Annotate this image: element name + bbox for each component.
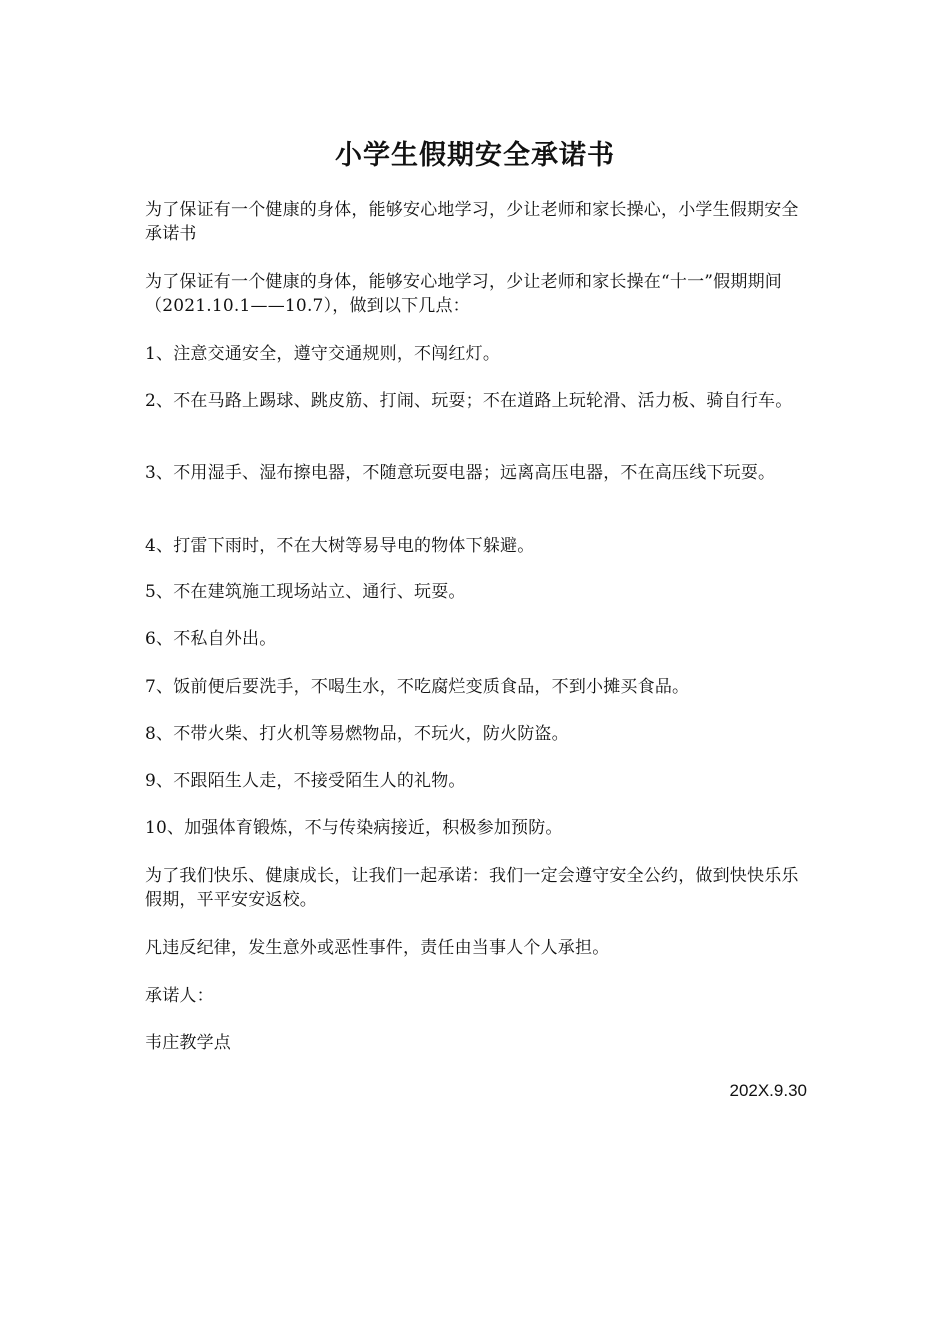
rule-item-2: 2、不在马路上踢球、跳皮筋、打闹、玩耍；不在道路上玩轮滑、活力板、骑自行车。 — [145, 391, 793, 411]
pledge-paragraph: 为了我们快乐、健康成长，让我们一起承诺：我们一定会遵守安全公约，做到快快乐乐假期，平平安安返校。 — [145, 866, 799, 910]
rule-item-7: 7、饭前便后要洗手，不喝生水，不吃腐烂变质食品，不到小摊买食品。 — [145, 677, 690, 697]
pledger-label: 承诺人： — [145, 986, 214, 1006]
document-date: 202X.9.30 — [729, 1081, 807, 1100]
rule-item-3: 3、不用湿手、湿布擦电器，不随意玩耍电器；远离高压电器，不在高压线下玩耍。 — [145, 463, 776, 483]
rule-item-6: 6、不私自外出。 — [145, 629, 277, 649]
responsibility-paragraph: 凡违反纪律，发生意外或恶性事件，责任由当事人个人承担。 — [145, 938, 610, 958]
rule-item-10: 10、加强体育锻炼，不与传染病接近，积极参加预防。 — [145, 818, 563, 838]
rule-item-8: 8、不带火柴、打火机等易燃物品，不玩火，防火防盗。 — [145, 724, 569, 744]
document-title: 小学生假期安全承诺书 — [335, 140, 615, 171]
holiday-paragraph: 为了保证有一个健康的身体，能够安心地学习，少让老师和家长操在“十一”假期期间（2021.10.1——10.7），做到以下几点： — [145, 272, 782, 316]
rule-item-5: 5、不在建筑施工现场站立、通行、玩耍。 — [145, 582, 466, 602]
rule-item-4: 4、打雷下雨时，不在大树等易导电的物体下躲避。 — [145, 536, 535, 556]
rule-item-1: 1、注意交通安全，遵守交通规则，不闯红灯。 — [145, 344, 501, 364]
rule-item-9: 9、不跟陌生人走，不接受陌生人的礼物。 — [145, 771, 466, 791]
school-name: 韦庄教学点 — [145, 1033, 231, 1053]
intro-paragraph: 为了保证有一个健康的身体，能够安心地学习，少让老师和家长操心，小学生假期安全承诺书 — [145, 200, 799, 244]
